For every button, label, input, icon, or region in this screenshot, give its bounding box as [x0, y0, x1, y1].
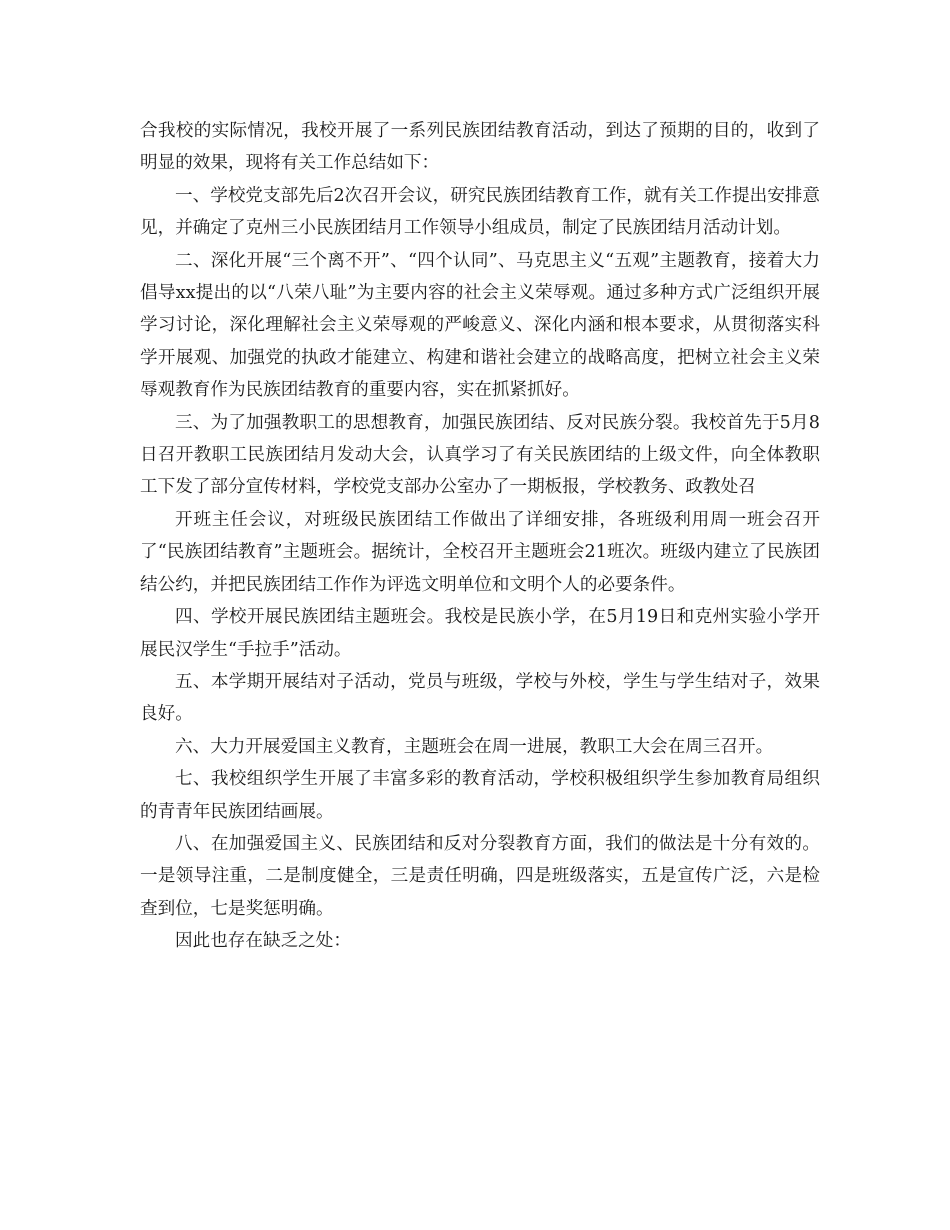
paragraph-shortcomings: 因此也存在缺乏之处：: [175, 931, 351, 952]
paragraph-item-5: 五、本学期开展结对子活动，党员与班级，学校与外校，学生与学生结对子，效果良好。: [140, 671, 820, 725]
paragraph-item-7: 七、我校组织学生开展了丰富多彩的教育活动，学校积极组织学生参加教育局组织的青青年民族团结画展。: [140, 769, 820, 822]
paragraph-item-4: 四、学校开展民族团结主题班会。我校是民族小学，在5月19日和克州实验小学开展民汉学生“手拉手”活动。: [140, 607, 820, 660]
paragraph-item-1: 一、学校党支部先后2次召开会议，研究民族团结教育工作，就有关工作提出安排意见，并确定了克州三小民族团结月工作领导小组成员，制定了民族团结月活动计划。: [140, 185, 820, 239]
document-body: [140, 115, 820, 958]
paragraph-item-8: 八、在加强爱国主义、民族团结和反对分裂教育方面，我们的做法是十分有效的。一是领导注重，二是制度健全，三是责任明确，四是班级落实，五是宣传广泛，六是检查到位，七是奖惩明确。: [140, 833, 820, 919]
paragraph-item-3-continued: 开班主任会议，对班级民族团结工作做出了详细安排，各班级利用周一班会召开了“民族团结教育”主题班会。据统计，全校召开主题班会21班次。班级内建立了民族团结公约，并把民族团结工作作为评选文明单位和文明个人的必要条件。: [140, 509, 820, 595]
paragraph-intro: 合我校的实际情况，我校开展了一系列民族团结教育活动，到达了预期的目的，收到了明显的效果，现将有关工作总结如下：: [140, 121, 820, 174]
paragraph-item-6: 六、大力开展爱国主义教育，主题班会在周一进展，教职工大会在周三召开。: [175, 736, 774, 757]
paragraph-item-2: 二、深化开展“三个离不开”、“四个认同”、马克思主义“五观”主题教育，接着大力倡导xx提出的以“八荣八耻”为主要内容的社会主义荣辱观。通过多种方式广泛组织开展学习讨论，深化理解社会主义荣辱观的严峻意义、深化内涵和根本要求，从贯彻落实科学开展观、加强党的执政才能建立、构建和谐社会建立的战略高度，把树立社会主义荣辱观教育作为民族团结教育的重要内容，实在抓紧抓好。: [140, 250, 820, 401]
paragraph-item-3: 三、为了加强教职工的思想教育，加强民族团结、反对民族分裂。我校首先于5月8日召开教职工民族团结月发动大会，认真学习了有关民族团结的上级文件，向全体教职工下发了部分宣传材料，学校党支部办公室办了一期板报，学校教务、政教处召: [140, 412, 820, 498]
